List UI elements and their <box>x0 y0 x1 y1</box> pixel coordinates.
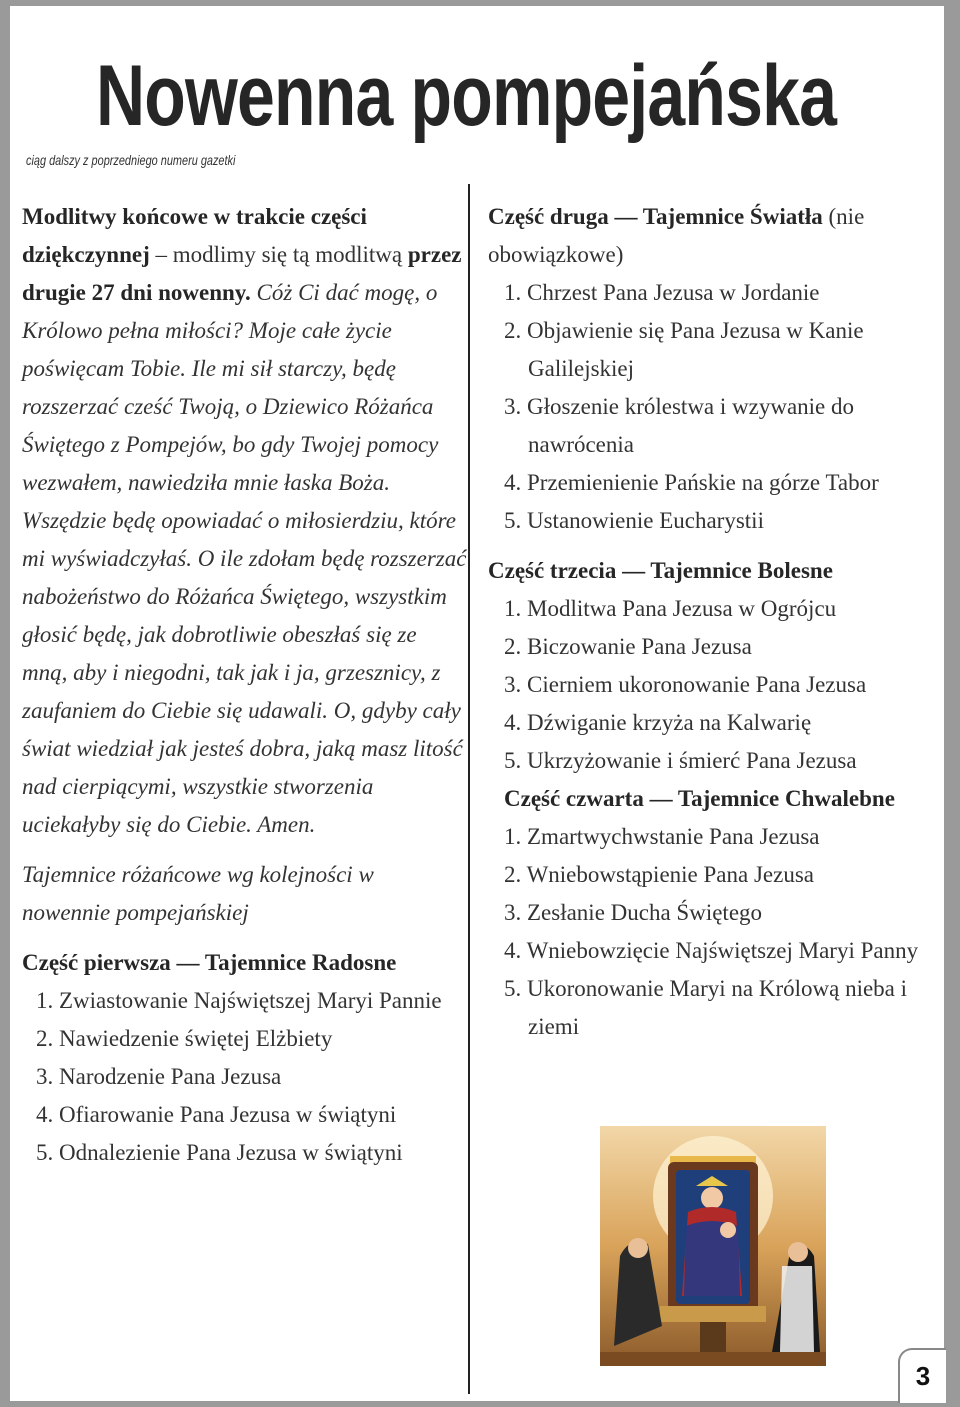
part2-note: (nie obowiązkowe) <box>488 204 865 267</box>
list-item: 2. Nawiedzenie świętej Elżbiety <box>36 1026 333 1051</box>
list-item: 2. Biczowanie Pana Jezusa <box>504 634 752 659</box>
part3-list <box>488 590 938 780</box>
part2-list <box>488 274 938 540</box>
column-divider <box>468 184 470 1394</box>
list-item: 4. Przemienienie Pańskie na górze Tabor <box>504 470 879 495</box>
intro-bold-1: Modlitwy końcowe w trakcie części dziękczynnej <box>22 204 367 267</box>
list-item: 2. Wniebowstąpienie Pana Jezusa <box>504 862 814 887</box>
page <box>10 6 944 1401</box>
closing-prayer-paragraph <box>22 198 467 844</box>
list-item: 2. Objawienie się Pana Jezusa w Kanie Galilejskiej <box>504 318 864 381</box>
intro-bold-2: przez drugie 27 dni nowenny. <box>22 242 462 305</box>
list-item: 1. Chrzest Pana Jezusa w Jordanie <box>504 280 820 305</box>
part2-heading: Część druga — Tajemnice Światła <box>488 204 823 229</box>
part1-list <box>22 982 467 1172</box>
list-item: 5. Ukrzyżowanie i śmierć Pana Jezusa <box>504 748 857 773</box>
madonna-illustration <box>600 1126 826 1366</box>
list-item: 5. Ukoronowanie Maryi na Królową nieba i ziemi <box>504 976 908 1039</box>
mysteries-intro: Tajemnice różańcowe wg kolejności w nowennie pompejańskiej <box>22 862 374 925</box>
list-item: 3. Narodzenie Pana Jezusa <box>36 1064 282 1089</box>
list-item: 1. Zwiastowanie Najświętszej Maryi Pannie <box>36 988 442 1013</box>
list-item: 3. Głoszenie królestwa i wzywanie do nawrócenia <box>504 394 855 457</box>
right-column <box>488 198 938 1046</box>
page-number: 3 <box>898 1348 946 1403</box>
part4-list <box>488 818 938 1046</box>
left-column <box>22 198 467 1172</box>
list-item: 5. Odnalezienie Pana Jezusa w świątyni <box>36 1140 403 1165</box>
list-item: 4. Ofiarowanie Pana Jezusa w świątyni <box>36 1102 397 1127</box>
part4-heading: Część czwarta — Tajemnice Chwalebne <box>504 786 895 811</box>
page-title: Nowenna pompejańska <box>96 48 837 144</box>
page-subtitle: ciąg dalszy z poprzedniego numeru gazetki <box>26 152 236 168</box>
list-item: 1. Zmartwychwstanie Pana Jezusa <box>504 824 820 849</box>
list-item: 4. Wniebowzięcie Najświętszej Maryi Panny <box>504 938 919 963</box>
intro-normal: – modlimy się tą modlitwą <box>149 242 408 267</box>
part1-heading: Część pierwsza — Tajemnice Radosne <box>22 950 397 975</box>
list-item: 3. Cierniem ukoronowanie Pana Jezusa <box>504 672 867 697</box>
list-item: 5. Ustanowienie Eucharystii <box>504 508 764 533</box>
part3-heading: Część trzecia — Tajemnice Bolesne <box>488 558 833 583</box>
list-item: 1. Modlitwa Pana Jezusa w Ogrójcu <box>504 596 837 621</box>
madonna-of-pompeii-image <box>600 1126 826 1366</box>
part2-heading-line <box>488 198 938 274</box>
prayer-text: Cóż Ci dać mogę, o Królowo pełna miłości? Moje całe życie poświęcam Tobie. Ile mi sił starczy, będę rozszerzać cześć Twoją, o Dziewico Różańca Świętego z Pompejów, bo gdy Twojej pomocy wezwałem, nawiedziła mnie łaska Boża. Wszędzie będę opowiadać o miłosierdziu, które mi wyświadczyłaś. O ile zdołam będę rozszerzać nabożeństwo do Różańca Świętego, wszystkim głosić będę, jak dobrotliwie obeszłaś się ze mną, aby i niegodni, tak jak i ja, grzesznicy, z zaufaniem do Ciebie się udawali. O, gdyby cały świat wiedział jak jesteś dobra, jaką masz litość nad cierpiącymi, wszystkie stworzenia uciekałyby się do Ciebie. Amen. <box>22 280 467 837</box>
list-item: 4. Dźwiganie krzyża na Kalwarię <box>504 710 812 735</box>
list-item: 3. Zesłanie Ducha Świętego <box>504 900 763 925</box>
